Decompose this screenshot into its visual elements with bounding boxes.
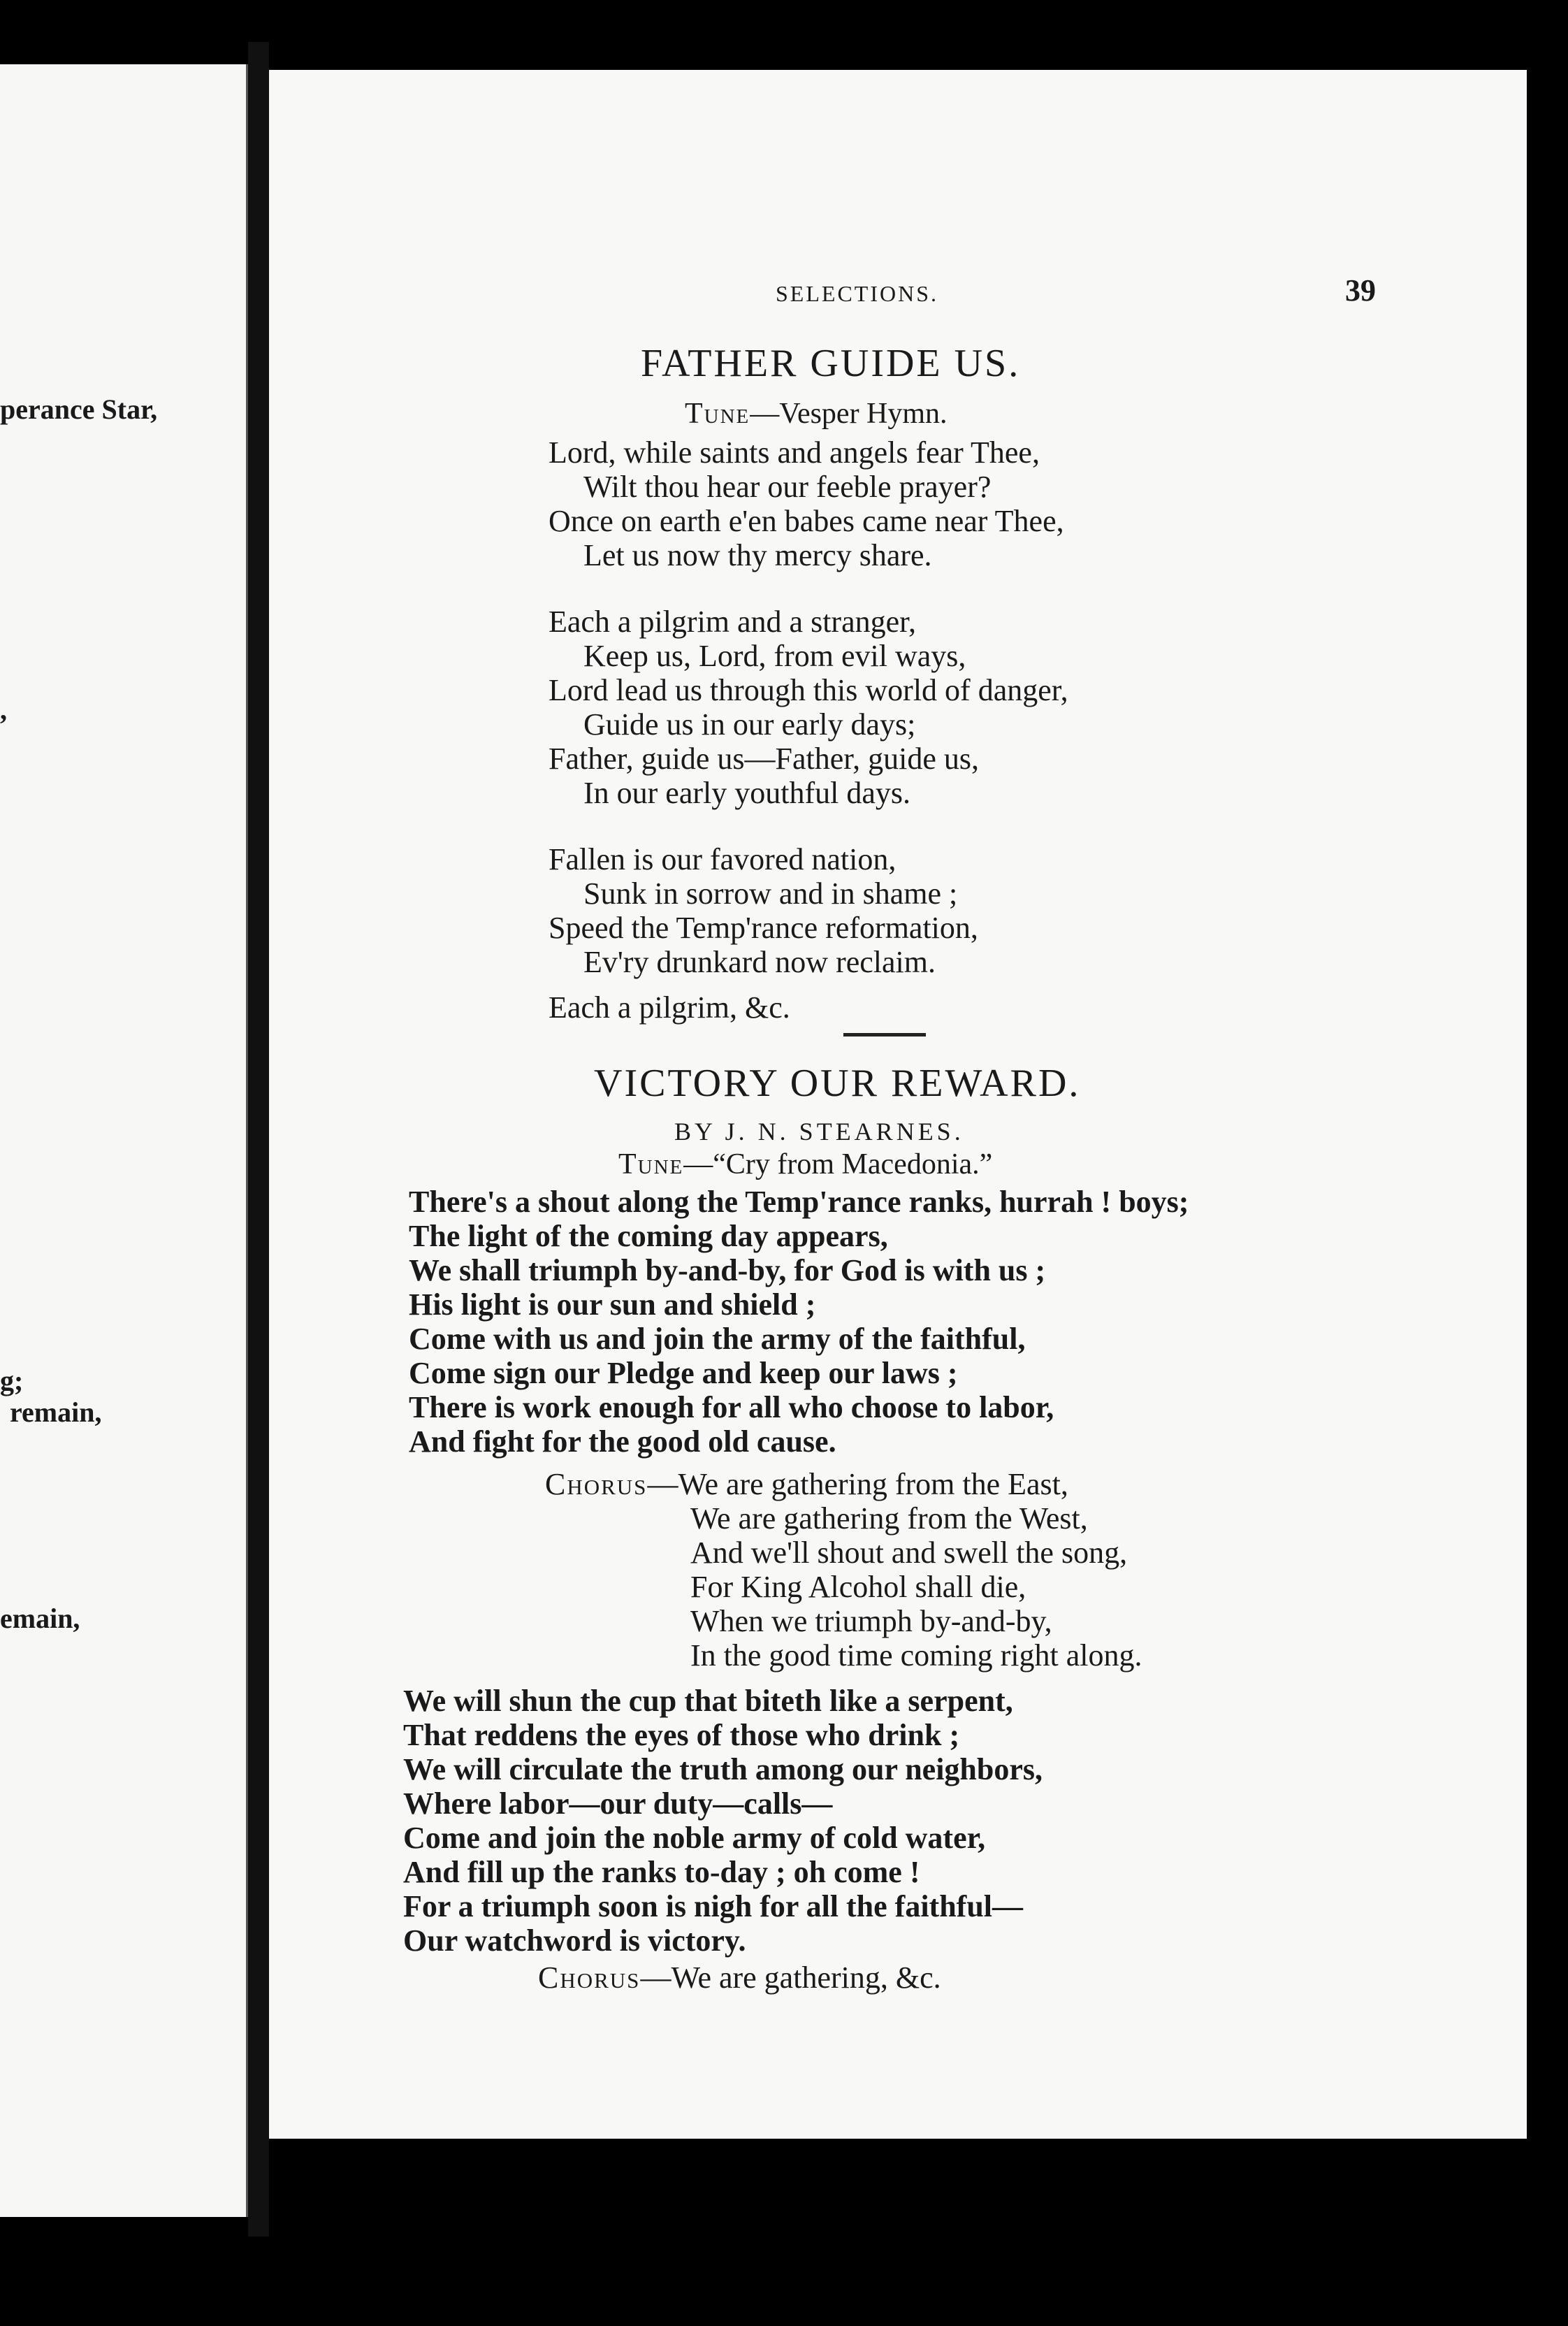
left-page-fragment: remain, xyxy=(10,1396,102,1428)
tune-label: Tune xyxy=(685,398,750,430)
verse-line: Where labor—our duty—calls— xyxy=(403,1786,833,1821)
right-page xyxy=(269,70,1527,2139)
chorus-line xyxy=(545,1468,1068,1501)
verse-line: In our early youthful days. xyxy=(583,776,910,810)
verse-line: Come with us and join the army of the faithful, xyxy=(409,1322,1026,1356)
chorus-line: We are gathering from the West, xyxy=(690,1501,1088,1536)
chorus-text: —We are gathering from the East, xyxy=(647,1467,1068,1501)
running-head: SELECTIONS. xyxy=(776,281,938,306)
chorus-line: And we'll shout and swell the song, xyxy=(690,1536,1128,1570)
verse-line: Come and join the noble army of cold water, xyxy=(403,1821,986,1855)
verse-line: There is work enough for all who choose to labor, xyxy=(409,1390,1054,1424)
verse-line: Lord lead us through this world of danger, xyxy=(549,673,1068,707)
left-page-fragment: perance Star, xyxy=(0,393,158,425)
verse-line: We will circulate the truth among our neighbors, xyxy=(403,1752,1043,1786)
section-divider xyxy=(843,1033,926,1036)
tune-name: —“Cry from Macedonia.” xyxy=(683,1148,993,1180)
verse-line: His light is our sun and shield ; xyxy=(409,1287,816,1322)
verse-line: Come sign our Pledge and keep our laws ; xyxy=(409,1356,958,1390)
verse-line: Sunk in sorrow and in shame ; xyxy=(583,876,958,911)
verse-line: We will shun the cup that biteth like a serpent, xyxy=(403,1684,1013,1718)
chorus-line: When we triumph by-and-by, xyxy=(690,1604,1052,1638)
hymn-title: VICTORY OUR REWARD. xyxy=(594,1062,1081,1105)
left-page-fragment: g; xyxy=(0,1365,24,1396)
verse-line: For a triumph soon is nigh for all the faithful— xyxy=(403,1889,1024,1923)
chorus-label: Chorus xyxy=(538,1960,641,1995)
tune-line xyxy=(618,1148,992,1181)
verse-line: Each a pilgrim and a stranger, xyxy=(549,605,917,639)
verse-line: And fight for the good old cause. xyxy=(409,1424,836,1459)
verse-line: Each a pilgrim, &c. xyxy=(549,990,790,1025)
verse-line: Ev'ry drunkard now reclaim. xyxy=(583,945,936,979)
verse-line: Lord, while saints and angels fear Thee, xyxy=(549,435,1040,470)
hymn-title: FATHER GUIDE US. xyxy=(641,342,1021,385)
verse-line: We shall triumph by-and-by, for God is with us ; xyxy=(409,1253,1046,1287)
chorus-line: For King Alcohol shall die, xyxy=(690,1570,1026,1604)
tune-line xyxy=(685,397,948,431)
chorus-line: In the good time coming right along. xyxy=(690,1638,1142,1673)
byline: BY J. N. STEARNES. xyxy=(674,1118,964,1146)
verse-line: Father, guide us—Father, guide us, xyxy=(549,742,980,776)
verse-line: The light of the coming day appears, xyxy=(409,1219,888,1253)
verse-line: Fallen is our favored nation, xyxy=(549,842,896,876)
book-gutter xyxy=(248,42,269,2237)
left-facing-page xyxy=(0,64,248,2217)
chorus-line xyxy=(538,1961,941,1995)
verse-line: Speed the Temp'rance reformation, xyxy=(549,911,978,945)
verse-line: That reddens the eyes of those who drink ; xyxy=(403,1718,960,1752)
verse-line: There's a shout along the Temp'rance ranks, hurrah ! boys; xyxy=(409,1185,1189,1219)
chorus-label: Chorus xyxy=(545,1467,648,1501)
left-page-fragment: , xyxy=(0,694,7,725)
left-page-fragment: emain, xyxy=(0,1603,80,1634)
tune-name: —Vesper Hymn. xyxy=(750,398,948,430)
page-number: 39 xyxy=(1345,273,1376,308)
chorus-text: —We are gathering, &c. xyxy=(640,1960,941,1995)
tune-label: Tune xyxy=(618,1148,684,1180)
verse-line: And fill up the ranks to-day ; oh come ! xyxy=(403,1855,920,1889)
verse-line: Keep us, Lord, from evil ways, xyxy=(583,639,966,673)
verse-line: Our watchword is victory. xyxy=(403,1923,746,1958)
verse-line: Let us now thy mercy share. xyxy=(583,538,932,572)
verse-line: Wilt thou hear our feeble prayer? xyxy=(583,470,992,504)
verse-line: Once on earth e'en babes came near Thee, xyxy=(549,504,1064,538)
verse-line: Guide us in our early days; xyxy=(583,707,916,742)
